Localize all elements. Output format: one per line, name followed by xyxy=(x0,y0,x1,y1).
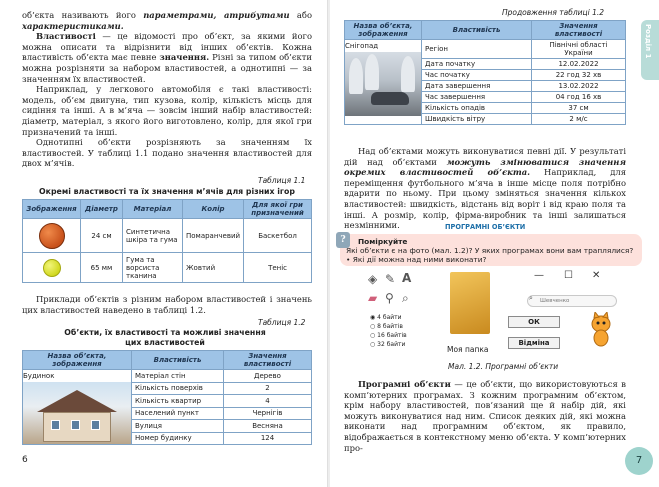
table-cell: Помаранчевий xyxy=(183,219,244,253)
radio-label: 32 байти xyxy=(377,341,406,348)
cancel-button[interactable]: Відміна xyxy=(508,337,560,349)
intro-keyword: параметрами, атрибутами xyxy=(143,10,290,20)
car-paragraph: Наприклад, у легкового автомобіля є такі властивості: модель, об’єм двигуна, тип кузова, колір, кількість місць для сидіння та інші. А в м’яча — зовсім інший набір властивостей: діаметр, матеріал, з якого його виготовлено, колір, для якої гри призначений та інші. xyxy=(22,84,312,137)
radio-option[interactable]: ◉ 4 байти xyxy=(370,314,402,321)
radio-label: 8 байтів xyxy=(377,323,403,330)
ok-button[interactable]: ОК xyxy=(508,316,560,328)
table-row xyxy=(23,253,312,283)
table-cell: Кількість квартир xyxy=(132,395,224,408)
fill-bucket-icon[interactable]: ◈ xyxy=(368,272,378,286)
table-continuation-caption: Продовження таблиці 1.2 xyxy=(502,8,605,17)
table1-header: Діаметр xyxy=(81,200,123,219)
same-type-paragraph: Однотипні об’єкти розрізняють за значенням їх властивостей. У таблиці 1.1 подано значення властивостей для двох м’ячів. xyxy=(22,137,312,169)
program-objects-text: — це об’єкти, що використовуються в комп’ютерних програмах. З кожним програмним об’єктом, крім набору властивостей, пов’язаний ще й набір дій, які можуть виконуватися над ним. Список деяких дій, які можна виконати над програмним об’єктом, як правило, відображається в контекстному меню об’єкта. У комп’ютерних про- xyxy=(344,379,627,453)
search-icon: ⌕ xyxy=(529,294,533,302)
folder-icon[interactable] xyxy=(450,272,490,334)
table-cell: 65 мм xyxy=(81,253,123,283)
house-cell xyxy=(23,370,132,445)
table1-header: Зображення xyxy=(23,200,81,219)
table-cell: Матеріал стін xyxy=(132,370,224,383)
table-cell: 12.02.2022 xyxy=(532,59,626,70)
table-cell: Теніс xyxy=(244,253,312,283)
snow-table-header: Назва об’єкта, зображення xyxy=(345,21,422,40)
value-keyword: значення. xyxy=(159,52,210,63)
maximize-icon[interactable]: ☐ xyxy=(564,270,573,281)
table-cell: Кількість поверхів xyxy=(132,382,224,395)
properties-keyword: Властивості xyxy=(36,31,96,42)
table-cell: 13.02.2022 xyxy=(532,81,626,92)
program-objects-keyword: Програмні об’єкти xyxy=(358,379,451,389)
table-cell: Синтетична шкіра та гума xyxy=(123,219,183,253)
snowfall-label: Снігопад xyxy=(345,42,379,50)
radio-option[interactable]: ○ 16 байтів xyxy=(370,332,407,339)
table2-header: Назва об’єкта, зображення xyxy=(23,351,132,370)
table1-header: Для якої гри призначений xyxy=(244,200,312,219)
table-cell: Час завершення xyxy=(422,92,532,103)
table1-caption: Таблиця 1.1 xyxy=(258,176,306,185)
snowfall-cell xyxy=(345,40,422,125)
search-value: Шевченко xyxy=(540,298,570,304)
table-cell: Номер будинку xyxy=(132,432,224,445)
minimize-icon[interactable]: — xyxy=(534,270,544,281)
tennis-ball-image xyxy=(23,253,81,283)
table-cell: 37 см xyxy=(532,103,626,114)
table-cell: 124 xyxy=(224,432,312,445)
table1-title: Окремі властивості та їх значення м’ячів для різних ігор xyxy=(39,187,295,196)
left-page xyxy=(0,0,328,487)
table1-header: Колір xyxy=(183,200,244,219)
table-row xyxy=(23,370,312,383)
table-cell: Кількість опадів xyxy=(422,103,532,114)
magnifier-icon[interactable]: ⌕ xyxy=(402,291,409,305)
table-cell: Регіон xyxy=(422,40,532,59)
house-label: Будинок xyxy=(23,372,55,380)
figure-caption: Мал. 1.2. Програмні об’єкти xyxy=(448,362,559,371)
think-heading: Поміркуйте xyxy=(358,237,408,246)
page-number-left: 6 xyxy=(22,455,28,465)
intro-mid: або xyxy=(296,10,312,20)
basketball-image xyxy=(23,219,81,253)
table-cell: Населений пункт xyxy=(132,407,224,420)
snowfall-table xyxy=(344,20,626,125)
radio-label: 16 байтів xyxy=(377,332,407,339)
table-cell: Гума та ворсиста тканина xyxy=(123,253,183,283)
table1-header: Матеріал xyxy=(123,200,183,219)
chapter-tab-label: Розділ 1 xyxy=(644,24,652,59)
actions-keyword: можуть змінюватися значення окремих властивостей об’єкта. xyxy=(344,156,626,178)
radio-option[interactable]: ○ 8 байтів xyxy=(370,323,403,330)
table-cell: Час початку xyxy=(422,70,532,81)
table-cell: 22 год 32 хв xyxy=(532,70,626,81)
intro-text: об’єкта називають його xyxy=(22,10,136,20)
snowfall-image xyxy=(345,52,421,116)
properties-text: — це відомості про об’єкт, за якими його можна описати та відрізнити від інших об’єктів. Кожна властивість об’єкта має певне xyxy=(22,31,312,63)
table-cell: Дата завершення xyxy=(422,81,532,92)
table-cell: Жовтий xyxy=(183,253,244,283)
think-question: Які об’єкти є на фото (мал. 1.2)? У яких програмах вони вам траплялися? • Які дії можна над ними виконати? xyxy=(346,246,634,264)
table-cell: 2 м/с xyxy=(532,114,626,125)
examples-paragraph xyxy=(22,294,312,315)
scratch-cat-sprite[interactable] xyxy=(586,312,616,348)
table2-caption: Таблиця 1.2 xyxy=(258,318,306,327)
snow-table-header: Значення властивості xyxy=(532,21,626,40)
table2-header: Властивість xyxy=(132,351,224,370)
folder-label: Моя папка xyxy=(447,345,489,354)
table-row xyxy=(345,40,626,59)
eraser-icon[interactable]: ▰ xyxy=(368,291,378,305)
table-cell: Весняна xyxy=(224,420,312,433)
table-cell: Дата початку xyxy=(422,59,532,70)
radio-label: 4 байти xyxy=(377,314,402,321)
text-block-intro xyxy=(22,10,312,169)
text-tool-icon[interactable]: A xyxy=(402,271,412,285)
actions-text: Над об’єктами можуть виконуватися певні дії. У результаті дій над об’єктами xyxy=(344,146,626,167)
section-heading: ПРОГРАМНІ ОБ’ЄКТИ xyxy=(445,223,526,231)
objects-table xyxy=(22,350,312,445)
program-objects-paragraph xyxy=(344,379,626,453)
table-cell: 04 год 16 хв xyxy=(532,92,626,103)
page-number-right: 7 xyxy=(625,447,653,475)
balls-table xyxy=(22,199,312,283)
actions-paragraph xyxy=(344,146,626,231)
intro-keyword-2: характеристиками. xyxy=(22,20,124,31)
table-cell: Дерево xyxy=(224,370,312,383)
actions-text-end: Наприклад, для переміщення футбольного м’яча в інше місце поля потрібно вдарити по ньому. При цьому зміняться значення кількох властивостей: швидкість, відстань від воріт і від краю поля та інші. А розмір, колір, фірма-виробник та інші залишаться незмінними. xyxy=(344,167,626,231)
table-cell: Швидкість вітру xyxy=(422,114,532,125)
question-icon: ? xyxy=(336,232,350,248)
search-input[interactable] xyxy=(527,295,617,307)
table-cell: Північні області України xyxy=(532,40,626,59)
chapter-tab xyxy=(641,20,659,80)
examples-text: Приклади об’єктів з різним набором властивостей і значень цих властивостей наведено в таблиці 1.2. xyxy=(22,294,312,315)
properties-text-end: Різні за типом об’єкти можна розрізняти за набором властивостей, а однотипні — за значенням їх властивостей. xyxy=(22,52,312,84)
table-cell: Баскетбол xyxy=(244,219,312,253)
radio-option[interactable]: ○ 32 байти xyxy=(370,341,406,348)
table2-header: Значення властивості xyxy=(224,351,312,370)
table-cell: Чернігів xyxy=(224,407,312,420)
table-cell: 2 xyxy=(224,382,312,395)
think-box xyxy=(340,234,642,266)
house-image xyxy=(23,382,131,444)
table-cell: 24 см xyxy=(81,219,123,253)
snow-table-header: Властивість xyxy=(422,21,532,40)
pen-icon[interactable]: ✎ xyxy=(385,272,396,286)
right-page xyxy=(330,0,659,487)
table2-title: Об’єкти, їх властивості та можливі значення цих властивостей xyxy=(64,328,266,347)
table-cell: Вулиця xyxy=(132,420,224,433)
table-cell: 4 xyxy=(224,395,312,408)
eyedropper-icon[interactable]: ⚲ xyxy=(385,291,394,305)
close-icon[interactable]: ✕ xyxy=(592,270,601,281)
table-row xyxy=(23,219,312,253)
